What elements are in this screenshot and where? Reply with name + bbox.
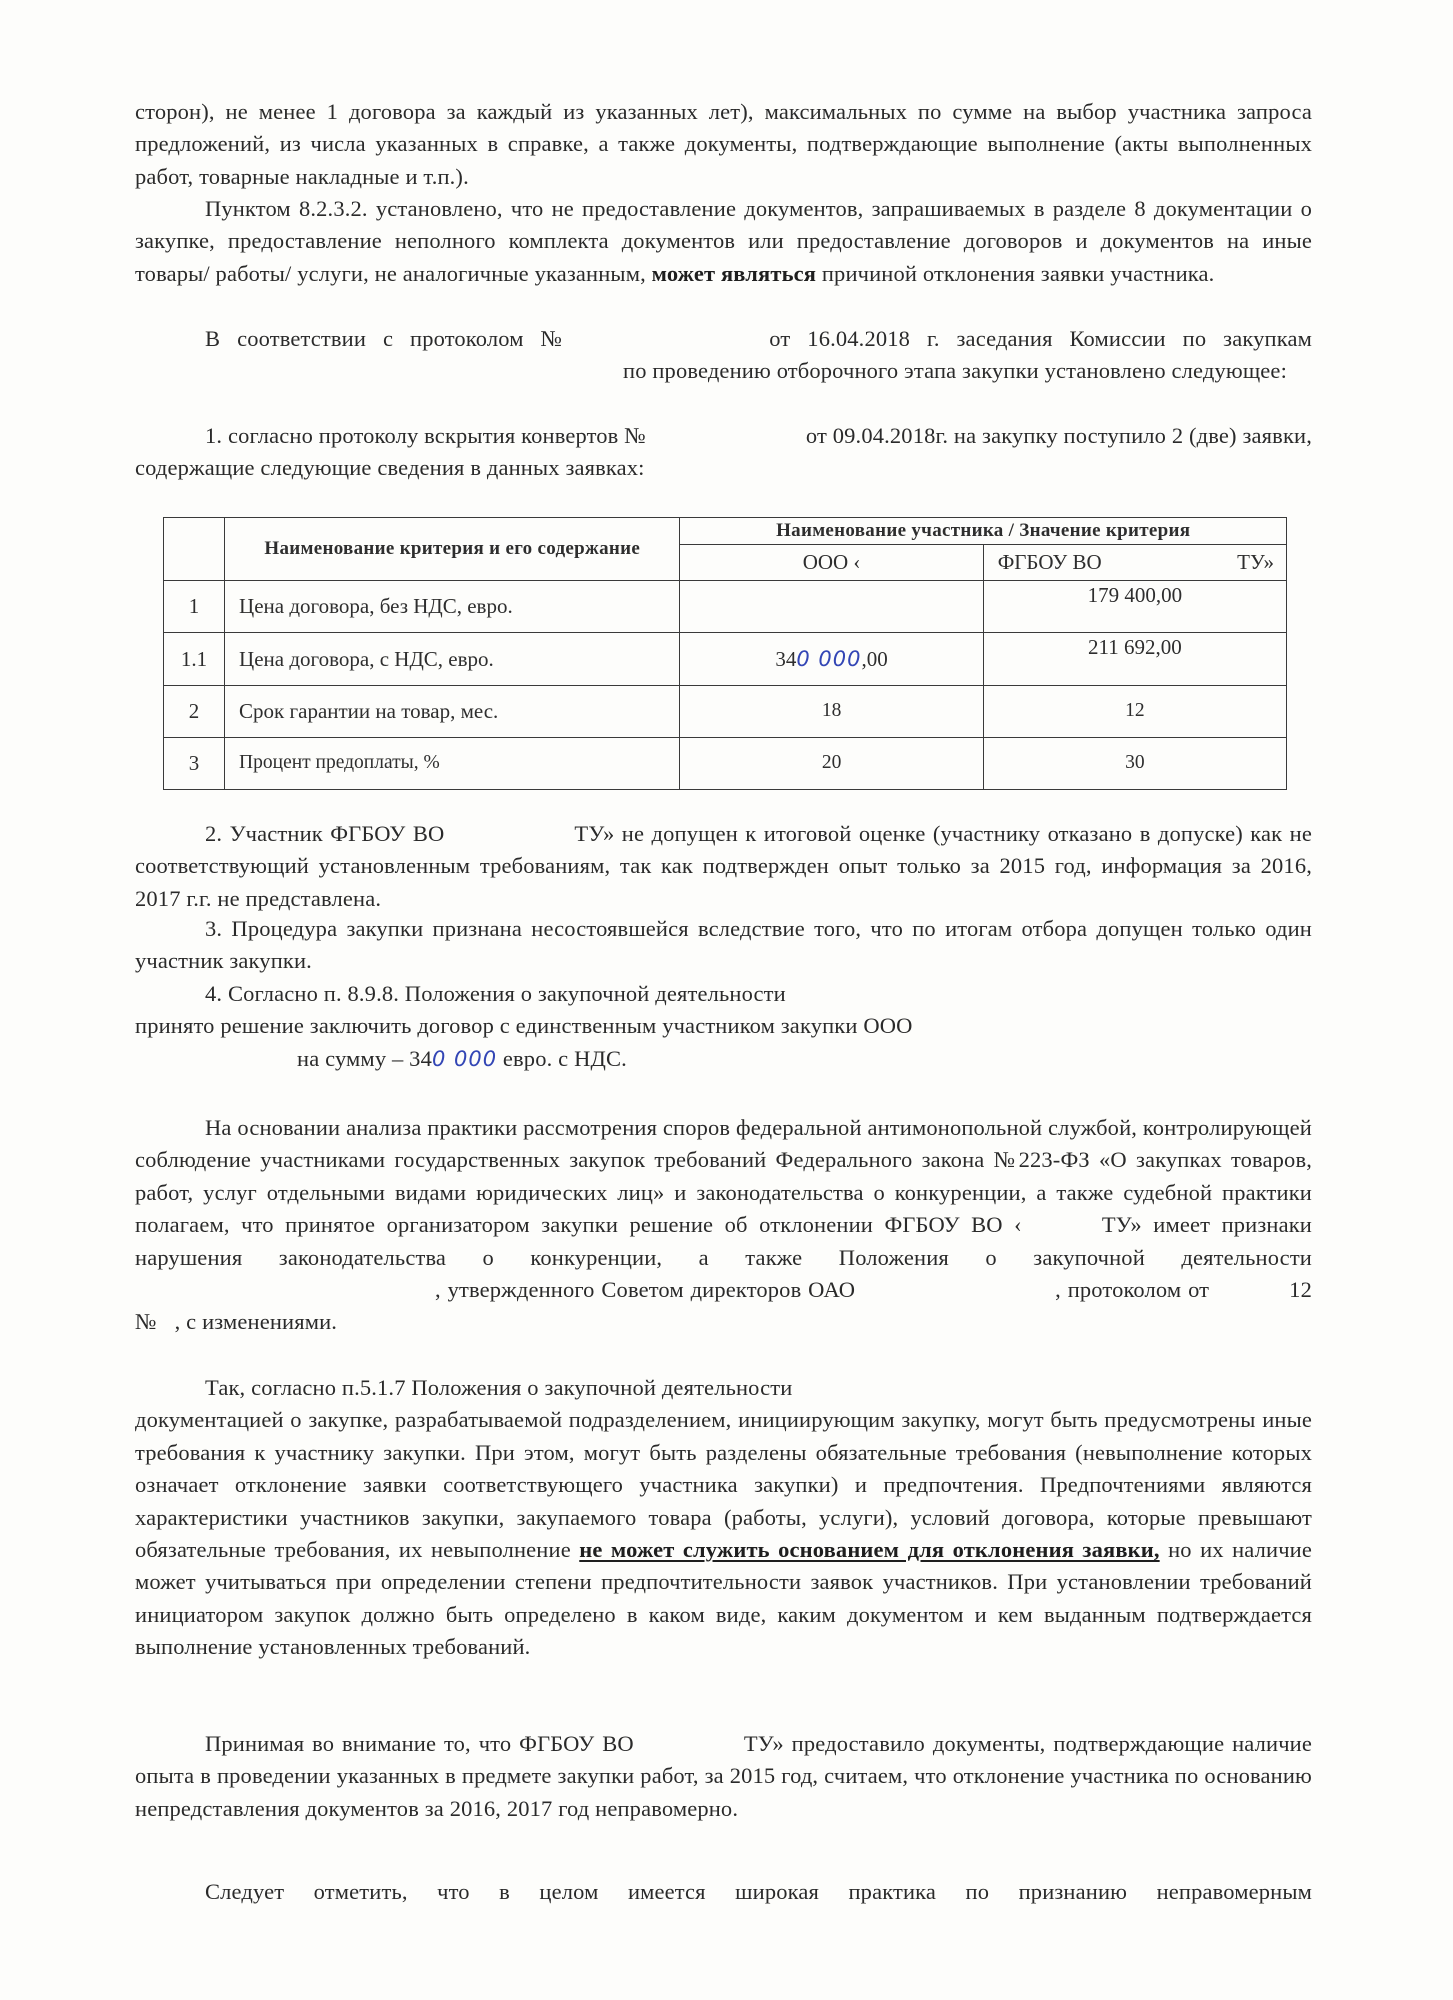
- para-517-emphasis: не может служить основанием для отклонения заявки,: [579, 1537, 1160, 1563]
- table-header-participant-fgbou: [983, 545, 1286, 581]
- analysis-text-6: , с изменениями.: [174, 1309, 338, 1335]
- para-517-line-1: Так, согласно п.5.1.7 Положения о закупочной деятельности: [205, 1375, 793, 1400]
- row-number: 3: [164, 737, 225, 789]
- row-value-fgbou: 12: [983, 685, 1286, 737]
- handwritten-price-correction: 0 000: [796, 646, 862, 671]
- para-517-tail: но их наличие может учитываться при определении степени предпочтительности заявок участников. При установлении требований инициатором закупок должно быть определено в каком виде, каким документом и кем выданным подтверждается выполнение установленных требований.: [135, 1537, 1312, 1660]
- intro-text: сторон), не менее 1 договора за каждый из указанных лет), максимальных по сумме на выбор участника запроса предложений, из числа указанных в справке, а также документы, подтверждающие выполнение (акты выполненных работ, товарные накладные и т.п.).: [135, 99, 1312, 189]
- protocol-text-1: В соответствии с протоколом №: [205, 326, 574, 351]
- table-row: [164, 633, 1287, 685]
- protocol-text-3: по проведению отборочного этапа закупки установлено следующее:: [623, 358, 1287, 384]
- table-row: [164, 581, 1287, 633]
- handwritten-amount-correction: 0 000: [431, 1046, 498, 1071]
- list-item-1: [135, 420, 1312, 485]
- protocol-text-2: от 16.04.2018 г. заседания Комиссии по закупкам: [769, 326, 1312, 351]
- analysis-text-1: На основании анализа практики рассмотрения споров федеральной антимонопольной службой, контролирующей соблюдение участниками государственных закупок требований Федерального закона №223-ФЗ «О закупках товаров, работ, услуг отдельными видами юридических лиц» и законодательства о конкуренции, а также судебной практики полагаем, что принятое организатором закупки решение об отклонении ФГБОУ ВО ‹: [135, 1115, 1312, 1238]
- participant-ooo-name: ООО ‹: [802, 550, 861, 575]
- paragraph-8-2-3-2: [135, 193, 1312, 290]
- table-row: [164, 737, 1287, 789]
- row-number: 1.1: [164, 633, 225, 685]
- row-value-ooo: [680, 633, 983, 685]
- row-criterion: Процент предоплаты, %: [225, 737, 680, 789]
- item4-amount-suffix: евро. с НДС.: [502, 1045, 627, 1071]
- paragraph-analysis: [135, 1112, 1312, 1339]
- participant-fgbou-name: ФГБОУ ВО: [997, 550, 1102, 575]
- table-header-participants: Наименование участника / Значение критерия: [680, 518, 1287, 545]
- table-header-number: [164, 518, 225, 581]
- accept-text-2: ТУ» предоставило документы, подтверждающие наличие опыта в проведении указанных в предмете закупки работ, за 2015 год, считаем, что отклонение участника по основанию непредставления документов за 2016, 2017 год неправомерно.: [135, 1731, 1312, 1821]
- item1-text-1: 1. согласно протоколу вскрытия конвертов №: [205, 423, 646, 448]
- note-text: Следует отметить, что в целом имеется широкая практика по признанию неправомерным: [205, 1879, 1312, 1904]
- item4-line-3: [135, 1043, 1312, 1075]
- paragraph-note: [135, 1876, 1312, 1908]
- item2-text-2: ТУ» не допущен к итоговой оценке (участнику отказано в допуске) как не соответствующий установленным требованиям, так как подтвержден опыт только за 2015 год, информация за 2016, 2017 г.г. не представлена.: [135, 821, 1312, 911]
- bids-table: [163, 517, 1287, 790]
- row-criterion: Срок гарантии на товар, мес.: [225, 685, 680, 737]
- row-criterion: Цена договора, с НДС, евро.: [225, 633, 680, 685]
- list-item-3: [135, 913, 1312, 978]
- accept-text-1: Принимая во внимание то, что ФГБОУ ВО: [205, 1731, 634, 1756]
- analysis-text-5: 12 №: [135, 1277, 1312, 1335]
- item4-line-1: 4. Согласно п. 8.9.8. Положения о закупочной деятельности: [205, 981, 786, 1006]
- participant-fgbou-suffix: ТУ»: [1237, 550, 1274, 575]
- row-number: 2: [164, 685, 225, 737]
- item4-amount-prefix: на сумму – 34: [297, 1045, 432, 1071]
- paragraph-accept: [135, 1728, 1312, 1825]
- item1-text-2: от 09.04.2018г. на закупку поступило 2 (две) заявки, содержащие следующие сведения в данных заявках:: [135, 423, 1312, 481]
- intro-paragraph: [135, 96, 1312, 193]
- row-value-ooo: [680, 581, 983, 633]
- para-8232-bold: может являться: [651, 260, 817, 286]
- row-value-fgbou: 30: [983, 737, 1286, 789]
- paragraph-protocol: [135, 323, 1312, 388]
- table-header-criterion: Наименование критерия и его содержание: [225, 518, 680, 581]
- list-item-2: [135, 818, 1312, 915]
- analysis-text-2: ТУ» имеет признаки нарушения законодательства о конкуренции, а также Положения о закупочной деятельности: [135, 1212, 1313, 1270]
- item3-text: 3. Процедура закупки признана несостоявшейся вследствие того, что по итогам отбора допущен только один участник закупки.: [135, 916, 1312, 974]
- list-item-4: [135, 978, 1312, 1075]
- item4-line-2: принято решение заключить договор с единственным участником закупки ООО: [135, 1013, 913, 1039]
- row-value-ooo: 20: [680, 737, 983, 789]
- row-number: 1: [164, 581, 225, 633]
- para-8232-text: Пунктом 8.2.3.2. установлено, что не предоставление документов, запрашиваемых в разделе 8 документации о закупке, предоставление неполного комплекта документов или предоставление договоров и документов на иные товары/ работы/ услуги, не аналогичные указанным,: [135, 196, 1312, 286]
- analysis-text-3: , утвержденного Советом директоров ОАО: [435, 1277, 856, 1303]
- para-517-text: документацией о закупке, разрабатываемой подразделением, инициирующим закупку, могут быть предусмотрены иные требования к участнику закупки. При этом, могут быть разделены обязательные требования (невыполнение которых означает отклонение заявки соответствующего участника закупки) и предпочтения. Предпочтениями являются характеристики участников закупки, закупаемого товара (работы, услуги), условий договора, которые превышают обязательные требования, их невыполнение: [135, 1407, 1312, 1563]
- row-value-fgbou: 211 692,00: [983, 633, 1286, 685]
- row-criterion: Цена договора, без НДС, евро.: [225, 581, 680, 633]
- printed-price-suffix: ,00: [861, 646, 888, 671]
- analysis-text-4: , протоколом от: [1055, 1277, 1210, 1303]
- table-row: [164, 685, 1287, 737]
- table-header-participant-ooo: [680, 545, 983, 581]
- row-value-fgbou: 179 400,00: [983, 581, 1286, 633]
- item2-text-1: 2. Участник ФГБОУ ВО: [205, 821, 445, 846]
- para-8232-tail: причиной отклонения заявки участника.: [816, 260, 1215, 286]
- paragraph-5-1-7: [135, 1372, 1312, 1664]
- printed-price-prefix: 34: [775, 646, 797, 671]
- row-value-ooo: 18: [680, 685, 983, 737]
